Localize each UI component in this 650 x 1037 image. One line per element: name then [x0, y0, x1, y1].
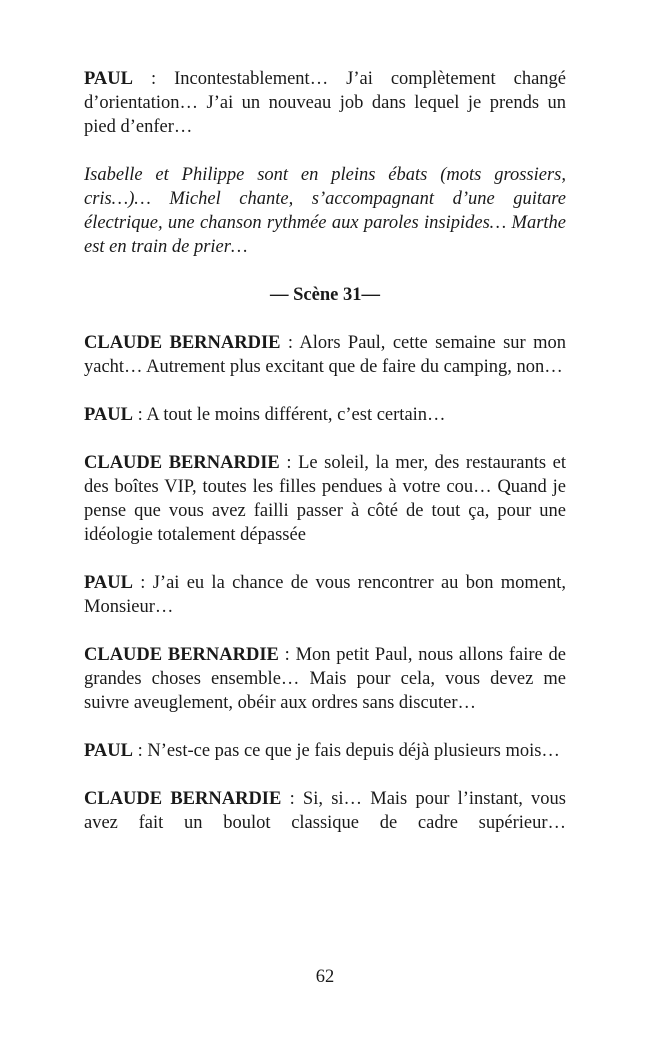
dialogue-text: : Alors Paul, cette semaine sur mon yacht… Autrement plus excitant que de faire du camping, non…: [84, 333, 566, 377]
speaker-name: PAUL: [84, 405, 133, 425]
dialogue-paragraph: [84, 571, 566, 619]
dialogue-paragraph: [84, 67, 566, 139]
dialogue-paragraph: [84, 643, 566, 715]
speaker-name: CLAUDE BERNARDIE: [84, 645, 279, 665]
dialogue-text: : Le soleil, la mer, des restaurants et des boîtes VIP, toutes les filles pendues à votre cou… Quand je pense que vous avez failli passer à côté de tout ça, pour une idéologie totalement dépassée: [84, 453, 566, 545]
speaker-name: CLAUDE BERNARDIE: [84, 333, 281, 353]
dialogue-paragraph: [84, 451, 566, 547]
dialogue-text: : Mon petit Paul, nous allons faire de grandes choses ensemble… Mais pour cela, vous devez me suivre aveuglement, obéir aux ordres sans discuter…: [84, 645, 566, 713]
speaker-name: CLAUDE BERNARDIE: [84, 453, 280, 473]
speaker-name: PAUL: [84, 741, 133, 761]
dialogue-paragraph: [84, 331, 566, 379]
speaker-name: PAUL: [84, 573, 133, 593]
dialogue-paragraph: [84, 739, 566, 763]
dialogue-text: : Incontestablement… J’ai complètement changé d’orientation… J’ai un nouveau job dans lequel je prends un pied d’enfer…: [84, 69, 566, 137]
dialogue-paragraph: [84, 403, 566, 427]
dialogue-paragraph: [84, 787, 566, 835]
dialogue-text: : A tout le moins différent, c’est certain…: [133, 405, 446, 425]
page-body: [84, 67, 566, 859]
stage-direction: Isabelle et Philippe sont en pleins ébats (mots grossiers, cris…)… Michel chante, s’accompagnant d’une guitare électrique, une chanson rythmée aux paroles insipides… Marthe est en train de prier…: [84, 165, 566, 257]
speaker-name: CLAUDE BERNARDIE: [84, 789, 282, 809]
scene-heading: — Scène 31—: [270, 285, 380, 305]
speaker-name: PAUL: [84, 69, 133, 89]
dialogue-text: : N’est-ce pas ce que je fais depuis déjà plusieurs mois…: [133, 741, 560, 761]
dialogue-text: : Si, si… Mais pour l’instant, vous avez fait un boulot classique de cadre supérieur…: [84, 789, 566, 833]
dialogue-text: : J’ai eu la chance de vous rencontrer au bon moment, Monsieur…: [84, 573, 566, 617]
page-number: 62: [315, 967, 335, 987]
